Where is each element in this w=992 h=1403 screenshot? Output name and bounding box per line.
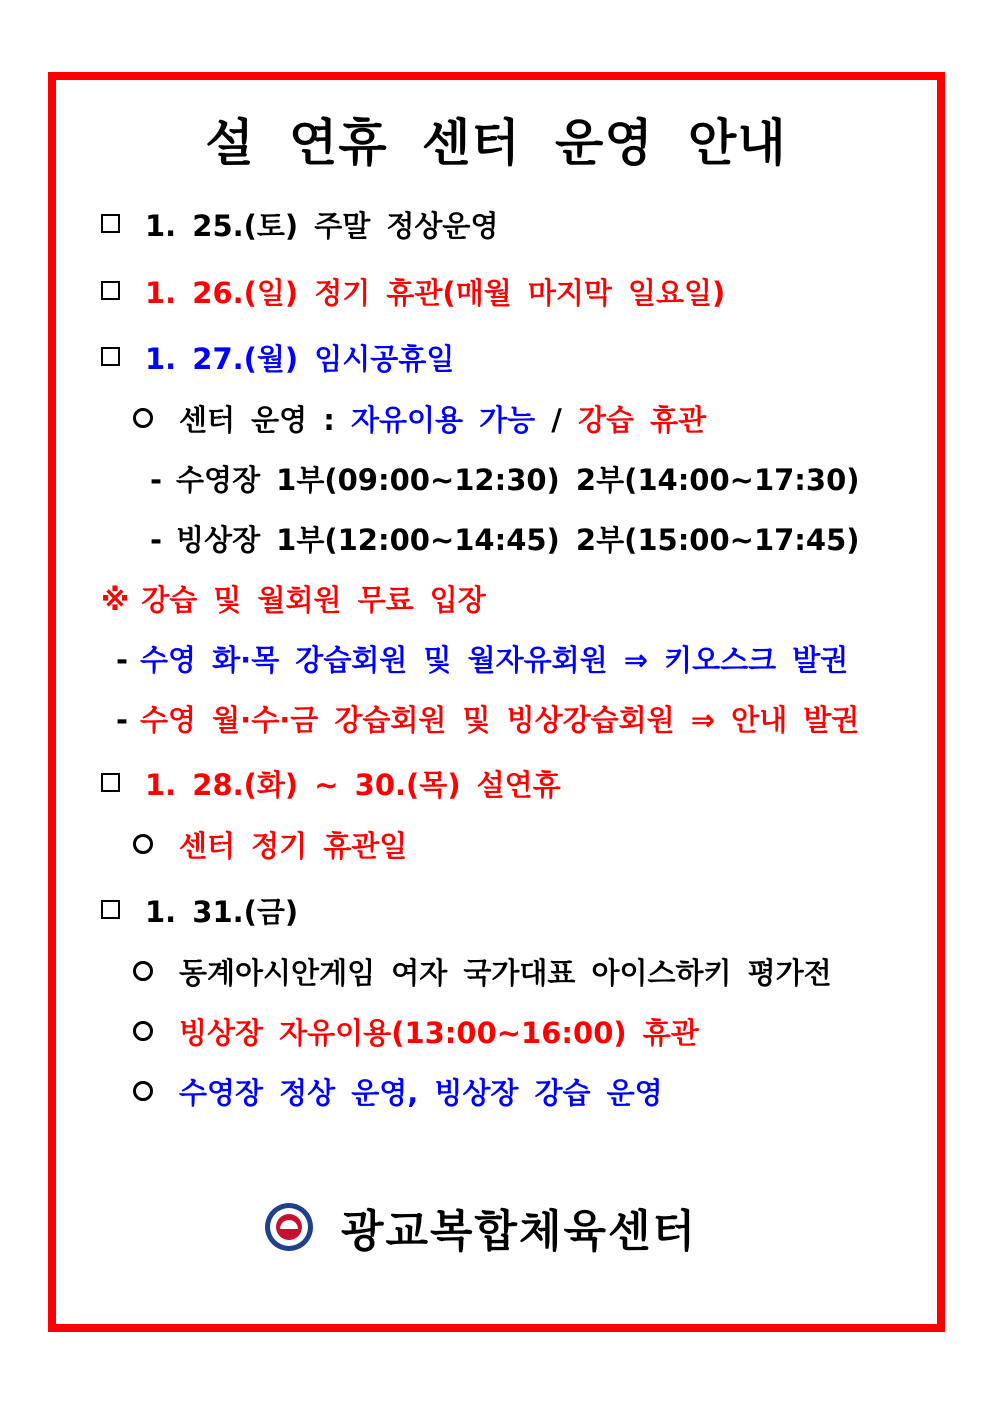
list-item: 1. 25.(토) 주말 정상운영 [101, 208, 498, 244]
circle-bullet-icon [133, 1021, 153, 1041]
list-item: - 수영 월·수·금 강습회원 및 빙상강습회원 ⇒ 안내 발권 [116, 703, 860, 737]
list-item: 수영장 정상 운영, 빙상장 강습 운영 [133, 1075, 663, 1111]
list-item: - 빙상장 1부(12:00~14:45) 2부(15:00~17:45) [150, 523, 860, 557]
square-bullet-icon [101, 281, 120, 300]
circle-bullet-icon [133, 408, 153, 428]
list-item: 센터 운영 : 자유이용 가능 / 강습 휴관 [133, 402, 706, 438]
organization-name: 광교복합체육센터 [341, 1206, 698, 1257]
list-item: 센터 정기 휴관일 [133, 828, 407, 864]
square-bullet-icon [101, 773, 120, 792]
circle-bullet-icon [133, 834, 153, 854]
reference-mark-icon: ※ [101, 583, 130, 617]
square-bullet-icon [101, 214, 120, 233]
emblem-icon [265, 1203, 313, 1251]
footer [265, 1195, 697, 1259]
circle-bullet-icon [133, 1081, 153, 1101]
list-item: 1. 27.(월) 임시공휴일 [101, 341, 454, 377]
list-item: 1. 31.(금) [101, 894, 298, 930]
square-bullet-icon [101, 900, 120, 919]
list-item: 빙상장 자유이용(13:00~16:00) 휴관 [133, 1015, 699, 1051]
dash-bullet: - [150, 523, 163, 557]
page-title: 설 연휴 센터 운영 안내 [205, 114, 787, 172]
square-bullet-icon [101, 347, 120, 366]
list-item: 1. 28.(화) ~ 30.(목) 설연휴 [101, 767, 561, 803]
circle-bullet-icon [133, 961, 153, 981]
dash-bullet: - [116, 643, 129, 677]
list-item: - 수영 화·목 강습회원 및 월자유회원 ⇒ 키오스크 발권 [116, 643, 849, 677]
notice-heading: ※ 강습 및 월회원 무료 입장 [101, 583, 486, 617]
list-item: 1. 26.(일) 정기 휴관(매월 마지막 일요일) [101, 275, 725, 311]
dash-bullet: - [150, 463, 163, 497]
list-item: 동계아시안게임 여자 국가대표 아이스하키 평가전 [133, 955, 832, 991]
list-item: - 수영장 1부(09:00~12:30) 2부(14:00~17:30) [150, 463, 860, 497]
dash-bullet: - [116, 703, 129, 737]
